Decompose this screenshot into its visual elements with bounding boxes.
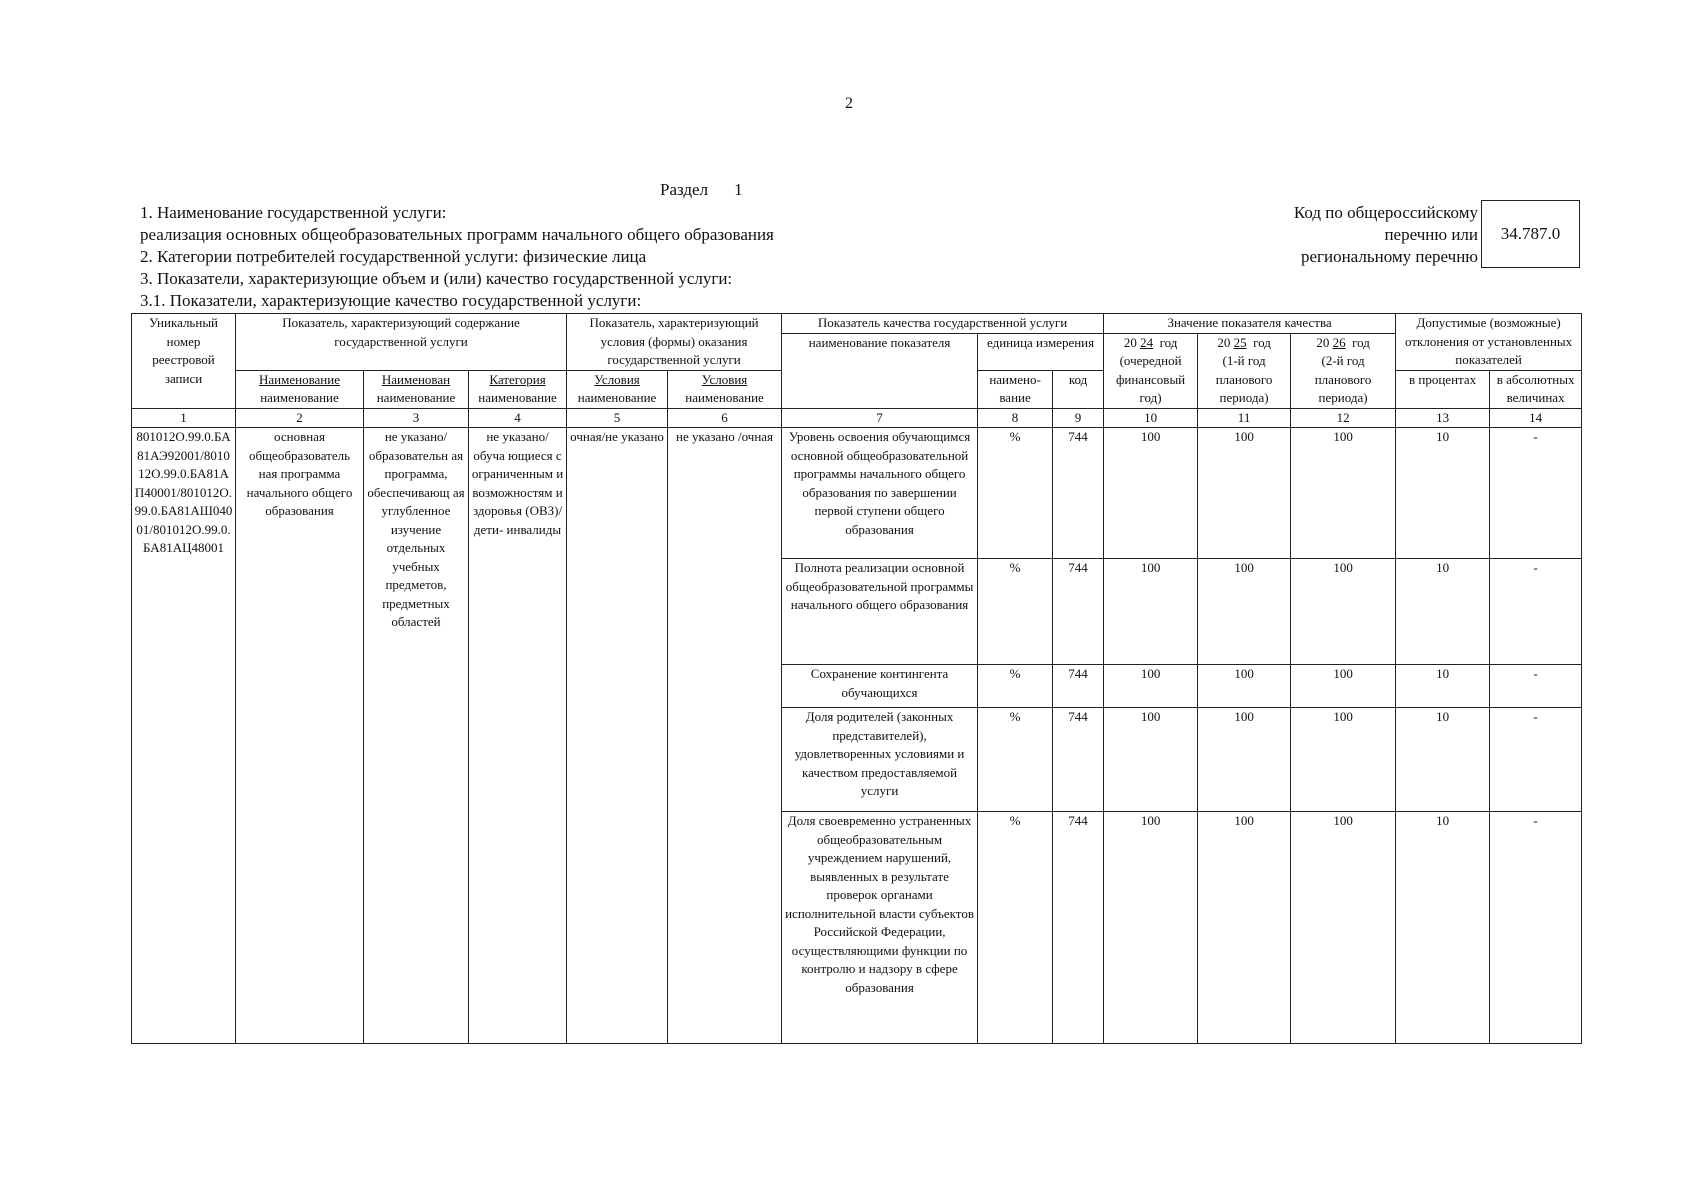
head-sub-5: Условия наименование [567,370,668,408]
section-label: Раздел [660,180,709,199]
quality-indicators-table [131,313,1582,1044]
head-registry: Уникальный номер реестровой записи [132,314,236,409]
col-num: 4 [469,408,567,428]
head-deviations: Допустимые (возможные) отклонения от установленных показателей [1396,314,1582,371]
deviation-pct: 10 [1396,708,1490,812]
value-year-3: 100 [1291,559,1396,665]
col-num: 9 [1053,408,1104,428]
consumer-category: не указано/обуча ющиеся с ограниченным и возможностям и здоровья (ОВЗ)/дети- инвалиды [469,428,567,1044]
head-sub-3: Наименован наименование [364,370,469,408]
deviation-pct: 10 [1396,428,1490,559]
col-num: 6 [668,408,782,428]
quality-indicators-heading: 3.1. Показатели, характеризующие качество государственной услуги: [140,291,642,310]
registry-code-label-1: Код по общероссийскому [1293,203,1478,222]
col-num: 8 [978,408,1053,428]
deviation-abs: - [1490,708,1582,812]
col-num: 14 [1490,408,1582,428]
registry-code-label-3: региональному перечню [1300,247,1478,266]
value-year-1: 100 [1104,665,1198,708]
registry-code-label-2: перечню или [1384,225,1478,244]
program-name: основная общеобразователь ная программа начального общего образования [236,428,364,1044]
head-sub-6: Условия наименование [668,370,782,408]
unit-name: % [978,812,1053,1044]
head-sub-2: Наименование наименование [236,370,364,408]
page-number: 2 [845,95,853,112]
column-numbers-row [132,408,1582,428]
head-abs: в абсолютных величинах [1490,370,1582,408]
indicators-heading: 3. Показатели, характеризующие объем и (или) качество государственной услуги: [140,269,733,288]
value-year-2: 100 [1198,812,1291,1044]
unit-name: % [978,708,1053,812]
unit-code: 744 [1053,812,1104,1044]
col-num: 7 [782,408,978,428]
head-unit-code: код [1053,370,1104,408]
value-year-1: 100 [1104,708,1198,812]
registry-number: 801012О.99.0.БА81АЭ92001/801012О.99.0.БА81АП40001/801012О.99.0.БА81АШ04001/801012О.99.0.БА81АЦ48001 [132,428,236,1044]
service-name-value: реализация основных общеобразовательных программ начального общего образования [140,225,774,244]
indicator-name: Уровень освоения обучающимся основной общеобразовательной программы начального общего образования по завершении первой ступени общего образования [782,428,978,559]
col-num: 1 [132,408,236,428]
program-type: не указано/ образовательн ая программа, обеспечивающ ая углубленное изучение отдельных учебных предметов, предметных областей [364,428,469,1044]
value-year-1: 100 [1104,428,1198,559]
indicator-name: Доля своевременно устраненных общеобразовательным учреждением нарушений, выявленных в результате проверок органами исполнительной власти субъектов Российской Федерации, осуществляющими функции по контролю и надзору в сфере образования [782,812,978,1044]
unit-code: 744 [1053,559,1104,665]
section-number: 1 [734,180,743,199]
head-unit: единица измерения [978,333,1104,370]
table-row [132,428,1582,559]
deviation-pct: 10 [1396,559,1490,665]
value-year-1: 100 [1104,812,1198,1044]
value-year-2: 100 [1198,665,1291,708]
head-sub-4: Категория наименование [469,370,567,408]
head-unit-name: наимено- вание [978,370,1053,408]
head-pct: в процентах [1396,370,1490,408]
unit-code: 744 [1053,665,1104,708]
col-num: 2 [236,408,364,428]
head-year-2: 20 25 год (1-й год планового периода) [1198,333,1291,408]
unit-code: 744 [1053,428,1104,559]
col-num: 11 [1198,408,1291,428]
deviation-abs: - [1490,665,1582,708]
value-year-3: 100 [1291,812,1396,1044]
value-year-1: 100 [1104,559,1198,665]
unit-code: 744 [1053,708,1104,812]
indicator-name: Полнота реализации основной общеобразовательной программы начального общего образования [782,559,978,665]
col-num: 12 [1291,408,1396,428]
deviation-abs: - [1490,428,1582,559]
indicator-name: Сохранение контингента обучающихся [782,665,978,708]
value-year-2: 100 [1198,708,1291,812]
head-content: Показатель, характеризующий содержание государственной услуги [236,314,567,371]
service-form: очная/не указано [567,428,668,1044]
consumer-categories: 2. Категории потребителей государственной услуги: физические лица [140,247,647,266]
service-conditions: не указано /очная [668,428,782,1044]
head-year-1: 20 24 год (очередной финансовый год) [1104,333,1198,408]
head-conditions: Показатель, характеризующий условия (формы) оказания государственной услуги [567,314,782,371]
registry-code-value: 34.787.0 [1481,200,1580,268]
head-year-3: 20 26 год (2-й год планового периода) [1291,333,1396,408]
deviation-abs: - [1490,812,1582,1044]
unit-name: % [978,428,1053,559]
value-year-3: 100 [1291,665,1396,708]
value-year-3: 100 [1291,428,1396,559]
head-indicator-name: наименование показателя [782,333,978,408]
col-num: 3 [364,408,469,428]
head-quality: Показатель качества государственной услуги [782,314,1104,334]
value-year-2: 100 [1198,428,1291,559]
unit-name: % [978,665,1053,708]
section-title [660,180,743,200]
unit-name: % [978,559,1053,665]
col-num: 5 [567,408,668,428]
indicator-name: Доля родителей (законных представителей), удовлетворенных условиями и качеством предоставляемой услуги [782,708,978,812]
head-values: Значение показателя качества [1104,314,1396,334]
col-num: 13 [1396,408,1490,428]
deviation-abs: - [1490,559,1582,665]
col-num: 10 [1104,408,1198,428]
deviation-pct: 10 [1396,665,1490,708]
deviation-pct: 10 [1396,812,1490,1044]
value-year-3: 100 [1291,708,1396,812]
service-name-label: 1. Наименование государственной услуги: [140,203,447,222]
value-year-2: 100 [1198,559,1291,665]
